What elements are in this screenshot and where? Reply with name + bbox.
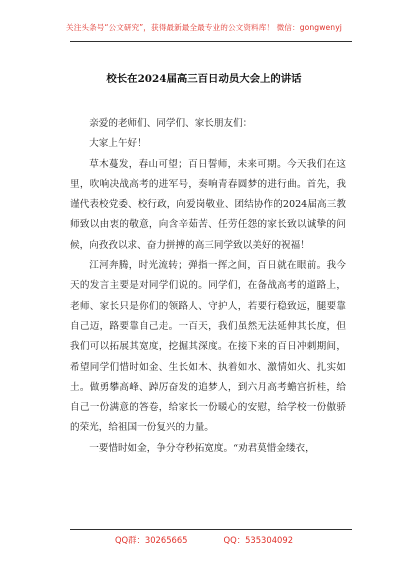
body-paragraph: 江河奔腾，时光流转；弹指一挥之间，百日就在眼前。我今天的发言主要是对同学们说的。同学们，在备战高考的道路上，老师、家长只是你们的领路人、守护人，若要行稳致远，腿要靠自己迈，路要靠自己走。一百天，我们虽然无法延伸其长度，但我们可以拓展其宽度，挖掘其深度。在接下来的百日冲刺期间，希望同学们惜时如金、生长如木、执着如水、激情如火、扎实如土。做勇攀高峰、踔厉奋发的追梦人，到六月高考蟾宫折桂，给自己一份满意的答卷，给家长一份暖心的安慰，给学校一份傲骄的荣光，给祖国一份复兴的力量。 (70, 260, 346, 434)
body-paragraph: 草木蔓发，春山可望；百日誓师，未来可期。今天我们在这里，吹响决战高考的进军号，奏响青春圆梦的进行曲。首先，我谨代表校党委、校行政，向爱岗敬业、团结协作的2024届高三教师致以由衷的敬意，向含辛茹苦、任劳任怨的家长致以诚挚的问候，向孜孜以求、奋力拼搏的高三同学致以美好的祝福！ (70, 158, 346, 251)
header-banner: 关注头条号“公文研究”，获得最新最全最专业的公文资料库！ 微信：gongwenyj (66, 23, 342, 32)
salutation-paragraph: 亲爱的老师们、同学们、家长朋友们： (89, 118, 253, 129)
header-divider (70, 41, 352, 42)
footer-qq-group: QQ群：30265665 (114, 535, 188, 545)
footer-qq-number: QQ：535304092 (223, 535, 294, 545)
document-title: 校长在2024届高三百日动员大会上的讲话 (106, 73, 302, 85)
footer-contacts (0, 534, 408, 546)
footer-divider (70, 529, 352, 530)
document-body (70, 114, 346, 459)
greeting-paragraph: 大家上午好！ (89, 138, 147, 150)
body-paragraph: 一要惜时如金，争分夺秒拓宽度。“劝君莫惜金缕衣， (89, 442, 315, 454)
